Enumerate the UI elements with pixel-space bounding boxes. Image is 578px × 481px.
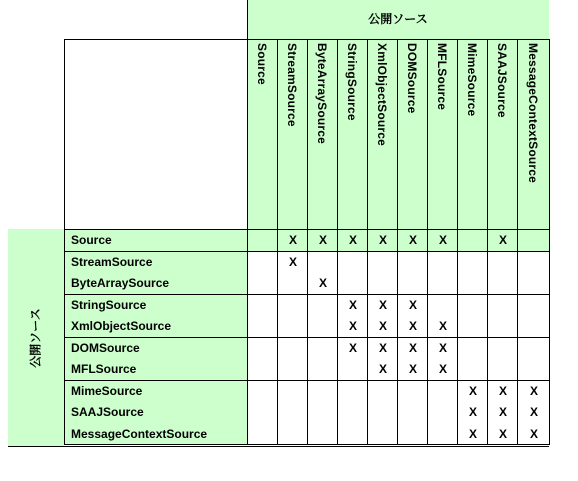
compatibility-mark: X — [468, 405, 478, 419]
grid-line — [247, 0, 248, 444]
compatibility-mark: X — [408, 233, 418, 247]
compatibility-mark: X — [498, 233, 508, 247]
grid-line — [337, 39, 338, 444]
compatibility-mark: X — [498, 426, 508, 441]
column-header: ByteArraySource — [315, 43, 329, 145]
compatibility-mark: X — [288, 233, 298, 247]
grid-line — [549, 39, 550, 445]
compatibility-mark: X — [378, 297, 388, 312]
compatibility-mark: X — [438, 233, 448, 247]
compatibility-mark: X — [408, 340, 418, 355]
row-header: DOMSource — [71, 340, 140, 355]
compatibility-mark: X — [468, 426, 478, 441]
compatibility-mark: X — [378, 362, 388, 376]
compatibility-mark: X — [529, 405, 539, 419]
compatibility-mark: X — [438, 362, 448, 376]
grid-line — [277, 39, 278, 444]
compatibility-mark: X — [318, 233, 328, 247]
compatibility-mark: X — [408, 319, 418, 333]
grid-line — [427, 39, 428, 444]
compatibility-mark: X — [288, 254, 298, 269]
compatibility-mark: X — [438, 319, 448, 333]
column-group-title: 公開ソース — [368, 12, 428, 26]
column-header: Source — [255, 43, 269, 85]
compatibility-mark: X — [348, 340, 358, 355]
compatibility-mark: X — [378, 233, 388, 247]
compatibility-mark: X — [529, 426, 539, 441]
grid-line — [64, 294, 549, 295]
grid-line — [64, 337, 549, 338]
compatibility-mark: X — [348, 297, 358, 312]
grid-line — [517, 39, 518, 444]
column-header: MFLSource — [435, 43, 449, 111]
column-header: SAAJSource — [495, 43, 509, 118]
row-header: SAAJSource — [71, 405, 144, 419]
column-header: XmlObjectSource — [375, 43, 389, 147]
compatibility-mark: X — [498, 383, 508, 398]
grid-line — [8, 446, 549, 447]
row-header: StringSource — [71, 297, 147, 312]
column-header: DOMSource — [405, 43, 419, 114]
compatibility-mark: X — [408, 362, 418, 376]
grid-line — [457, 39, 458, 444]
grid-line — [64, 444, 550, 445]
compatibility-mark: X — [408, 297, 418, 312]
row-header: ByteArraySource — [71, 276, 170, 290]
compatibility-mark: X — [498, 405, 508, 419]
compatibility-mark: X — [318, 276, 328, 290]
row-header: MFLSource — [71, 362, 137, 376]
compatibility-mark: X — [348, 233, 358, 247]
compatibility-mark: X — [378, 319, 388, 333]
row-header: Source — [71, 233, 112, 247]
grid-line — [307, 39, 308, 444]
compatibility-mark: X — [378, 340, 388, 355]
row-group-title: 公開ソース — [28, 308, 43, 368]
grid-line — [64, 39, 65, 444]
row-header: MessageContextSource — [71, 426, 208, 441]
grid-line — [64, 251, 549, 252]
grid-line — [64, 380, 549, 381]
compatibility-mark: X — [529, 383, 539, 398]
row-header: StreamSource — [71, 254, 153, 269]
grid-line — [367, 39, 368, 444]
grid-line — [64, 229, 549, 230]
grid-line — [487, 39, 488, 444]
column-header: MimeSource — [465, 43, 479, 117]
row-header: MimeSource — [71, 383, 143, 398]
compatibility-mark: X — [438, 340, 448, 355]
compatibility-mark: X — [348, 319, 358, 333]
compatibility-mark: X — [468, 383, 478, 398]
row-header: XmlObjectSource — [71, 319, 172, 333]
column-header: StreamSource — [285, 43, 299, 127]
grid-line — [397, 39, 398, 444]
column-header: StringSource — [345, 43, 359, 121]
column-header: MessageContextSource — [526, 43, 540, 184]
